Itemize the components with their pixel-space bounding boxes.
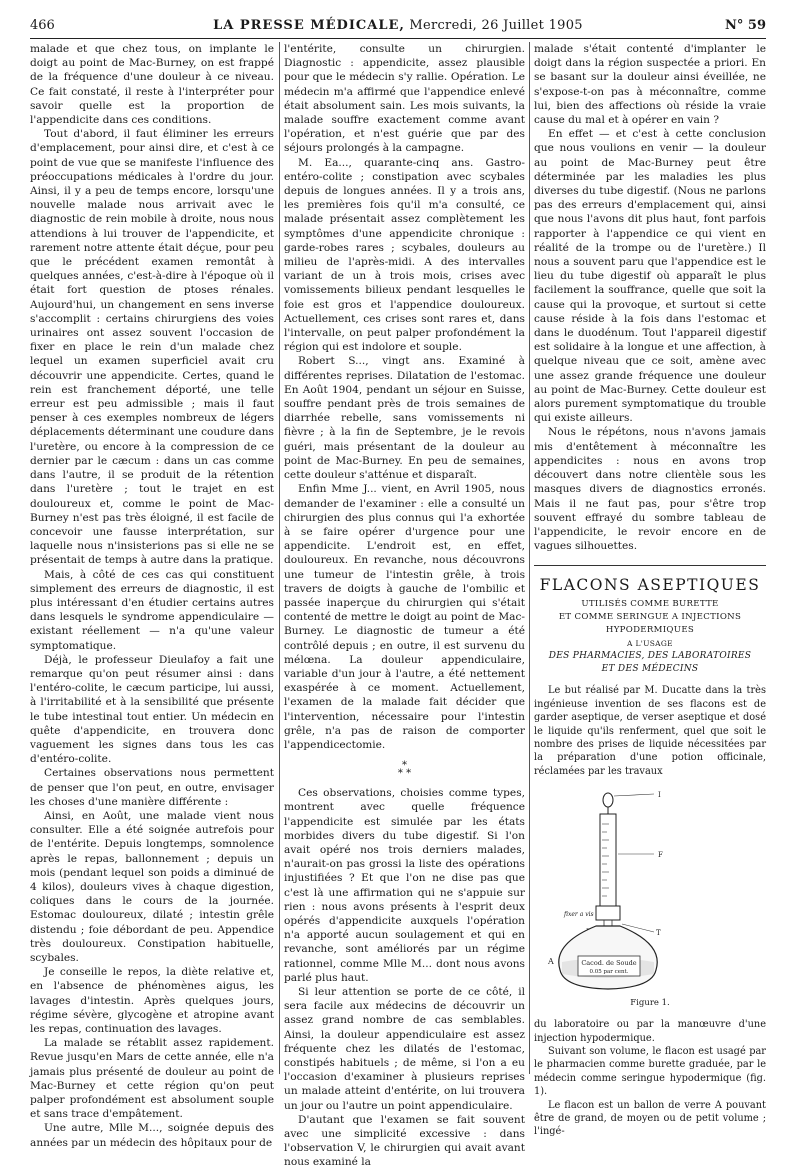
article-subtitle: DES PHARMACIES, DES LABORATOIRES (548, 651, 752, 662)
paragraph: Tout d'abord, il faut éliminer les erreurs d'emplacement, pour ainsi dire, et c'est à ce point de vue que se manifeste l'influence des préoccupations médicales à l'ordre du jour. Ainsi, il y a peu de temps encore, lorsqu'une nouvelle malade nous arrivait avec le diagnostic de rein mobile à droite, nous nous attendions à lui trouver de l'appendicite, et rarement notre attente était déçue, pour peu que le précédent examen remontât à quelques années, c'est-à-dire à l'époque où il était fort question de ptoses rénales. Aujourd'hui, un changement en sens inverse s'accomplit : certains chirurgiens des voies urinaires ont assez souvent l'occasion de fixer en place le rein d'un malade chez lequel un examen superficiel avait cru découvrir une appendicite. Certes, quand le rein est franchement déporté, une telle erreur est peu admissible ; mais il faut penser à ces exemples nombreux de légers déplacements déterminant une coudure dans l'uretère, ou encore à la compression de ce dernier par le cæcum : dans un cas comme dans l'autre, il se produit de la rétention dans l'uretère ; tout le trajet en est douloureux et, comme le point de Mac-Burney n'est pas très éloigné, il est facile de concevoir une fausse interprétation, sur laquelle nous n'insisterions pas si elle ne se présentait de temps à autre dans la pratique. (30, 128, 274, 567)
column-rule-1 (279, 42, 280, 1074)
figure-caption: Figure 1. (630, 998, 670, 1009)
label-f: F (658, 851, 663, 860)
issue-number: N° 59 (725, 18, 766, 33)
paragraph: Si leur attention se porte de ce côté, il sera facile aux médecins de découvrir un assez grand nombre de cas semblables. Ainsi, la douleur appendiculaire est assez fréquente chez les dilatés de l'estomac, constipés habituels ; de même, si l'on a eu l'occasion d'examiner à plusieurs reprises un malade atteint d'entérite, on lui trouvera un jour ou l'autre un point appendiculaire. (284, 986, 525, 1112)
bottle-label-dose: 0.05 par cent. (589, 969, 629, 976)
paragraph: Ces observations, choisies comme types, montrent avec quelle fréquence l'appendicite est simulée par les états morbides divers du tube digestif. Si l'on avait opéré nos trois derniers malades, n'aurait-on pas grossi la liste des opérations injustifiées ? Et que l'on ne dise pas que c'est là une affirmation qui ne s'appuie sur rien : nous avons présents à l'esprit deux opérés d'appendicite auxquels l'opération n'a apporté aucun soulagement et qui en revanche, sont améliorés par un régime rationnel, comme Mlle M... dont nous avons parlé plus haut. (284, 787, 525, 984)
article-subtitle: ET COMME SERINGUE A INJECTIONS HYPODERMIQUES (558, 612, 742, 636)
paragraph: Une autre, Mlle M..., soignée depuis des années par un médecin des hôpitaux pour de (30, 1122, 274, 1149)
article-title: FLACONS ASEPTIQUES (539, 576, 761, 595)
column-2 (284, 42, 525, 1169)
page-header (30, 14, 766, 39)
paragraph: La malade se rétablit assez rapidement. Revue jusqu'en Mars de cette année, elle n'a jamais plus présenté de douleur au point de Mac-Burney et cette région qu'on peut palper profondément est absolument souple et sans trace d'empâtement. (30, 1037, 274, 1121)
paragraph: Robert S..., vingt ans. Examiné à différentes reprises. Dilatation de l'estomac. En Août 1904, pendant un séjour en Suisse, souffre pendant près de trois semaines de diarrhée rebelle, sans vomissements ni fièvre ; à la fin de Septembre, je le revois guéri, mais présentant de la douleur au point de Mac-Burney. En peu de semaines, cette douleur s'atténue et disparaît. (284, 355, 525, 482)
article-subtitle: UTILISÉS COMME BURETTE (581, 599, 719, 610)
figure-flask-illustration (534, 784, 766, 1014)
paragraph: Certaines observations nous permettent de penser que l'on peut, en outre, envisager les choses d'une manière différente : (30, 767, 274, 808)
issue-date: Mercredi, 26 Juillet 1905 (409, 18, 583, 33)
article-subtitle: A L'USAGE (627, 639, 673, 649)
bottle-label: Cacod. de Soude (581, 959, 637, 968)
paragraph: D'autant que l'examen se fait souvent avec une simplicité excessive : dans l'observation V, le chirurgien qui avait avant nous examiné la (284, 1113, 525, 1169)
paragraph: malade s'était contenté d'implanter le doigt dans la région suspectée a priori. En se basant sur la douleur ainsi éveillée, ne s'expose-t-on pas à méconnaître, comme lui, bien des affections où réside la vraie cause du mal et à opérer en vain ? (534, 43, 766, 127)
column-1 (30, 42, 274, 1149)
paragraph: Déjà, le professeur Dieulafoy a fait une remarque qu'on peut résumer ainsi : dans l'entéro-colite, le cæcum participe, lui aussi, à l'irritabilité et à la sensibilité que présente le tube intestinal tout entier. Un médecin en quête d'appendicite, en trouvera donc vaguement les signes dans tous les cas d'entéro-colite. (30, 653, 274, 766)
label-a: A (548, 957, 554, 967)
paragraph: Je conseille le repos, la diète relative et, en l'absence de phénomènes aigus, les lavages d'intestin. Après quelques jours, régime sévère, glycogène et atropine avant les repas, continuation des lavages. (30, 966, 274, 1036)
paragraph: l'entérite, consulte un chirurgien. Diagnostic : appendicite, assez plausible pour que le médecin s'y rallie. Opération. Le médecin m'a affirmé que l'appendice enlevé était absolument sain. Les mois suivants, la malade souffre exactement comme avant l'opération, et n'est guérie que par des séjours prolongés à la campagne. (284, 43, 525, 155)
paragraph: Suivant son volume, le flacon est usagé par le pharmacien comme burette graduée, par le médecin comme seringue hypodermique (fig. 1). (534, 1045, 766, 1098)
paragraph: Le but réalisé par M. Ducatte dans la très ingénieuse invention de ses flacons est de garder aseptique, de verser aseptique et dosé le liquide qu'ils renferment, quel que soit le nombre des prises de liquide nécessitées par la préparation d'une potion officinale, réclamées par les travaux (534, 685, 766, 777)
section-break-asterisks: * * * (397, 760, 412, 780)
journal-name: LA PRESSE MÉDICALE, (213, 18, 405, 33)
section-separator (534, 565, 766, 566)
paragraph: Le flacon est un ballon de verre A pouvant être de grand, de moyen ou de petit volume ; l'ingé- (534, 1099, 766, 1138)
paragraph: Nous le répétons, nous n'avons jamais mis d'entêtement à méconnaître les appendicites : nous en avons trop découvert dans notre clientèle sous les masques divers de diagnostics erronés. Mais il ne faut pas, pour s'être trop souvent effrayé du sombre tableau de l'appendicite, le revoir encore en de vagues silhouettes. (534, 426, 766, 553)
label-mark: fixer a vis (564, 911, 594, 919)
paragraph: Mais, à côté de ces cas qui constituent simplement des erreurs de diagnostic, il est plus intéressant d'en étudier certains autres dans lesquels le syndrome appendiculaire — existant réellement — n'a qu'une valeur symptomatique. (30, 568, 274, 652)
flask-drawing (534, 784, 766, 996)
paragraph: En effet — et c'est à cette conclusion que nous voulions en venir — la douleur au point de Mac-Burney peut être déterminée par les maladies les plus diverses du tube digestif. (Nous ne parlons pas des erreurs d'emplacement qui, ainsi que nous l'avons dit plus haut, font parfois rapporter à l'appendice ce qui vient en réalité de la trompe ou de l'uretère.) Il nous a souvent paru que l'appendice est le lieu du tube digestif où apparaît le plus facilement la souffrance, quelle que soit la cause qui la provoque, et surtout si cette cause réside à la fois dans l'estomac et dans le duodénum. Tout l'appareil digestif est solidaire à la longue et une affection, à quelque niveau que ce soit, amène avec une assez grande fréquence une douleur au point de Mac-Burney. Cette douleur est alors purement symptomatique du trouble qui existe ailleurs. (534, 128, 766, 425)
column-3 (534, 42, 766, 1138)
paragraph: malade et que chez tous, on implante le doigt au point de Mac-Burney, on est frappé de la fréquence d'une douleur à ce niveau. Ce fait constaté, il reste à l'interpréter pour savoir quelle est la proportion de l'appendicite dans ces conditions. (30, 43, 274, 127)
label-t: T (656, 929, 661, 938)
journal-title-line (30, 18, 766, 33)
paragraph: Enfin Mme J... vient, en Avril 1905, nous demander de l'examiner : elle a consulté un chirurgien des plus connus qui l'a exhortée à se faire opérer d'urgence pour une appendicite. L'endroit est, en effet, douloureux. En revanche, nous découvrons une tumeur de l'intestin grêle, à trois travers de doigts à gauche de l'ombilic et passée inaperçue du chirurgien qui s'était contenté de mettre le doigt au point de Mac-Burney. Le diagnostic de tumeur a été contrôlé depuis ; en outre, il est survenu du mélœna. La douleur appendiculaire, variable d'un jour à l'autre, a été nettement exaspérée à ce moment. Actuellement, l'examen de la malade fait décider que l'intervention, nécessaire pour l'intestin grêle, n'a pas de raison de comporter l'appendicectomie. (284, 483, 525, 751)
page-number: 466 (30, 18, 55, 33)
paragraph: M. Ea..., quarante-cinq ans. Gastro-entéro-colite ; constipation avec scybales depuis de longues années. Il y a trois ans, les premières fois qu'il m'a consulté, ce malade présentait assez complètement les symptômes d'une appendicite chronique : garde-robes rares ; scybales, douleurs au milieu de l'après-midi. A des intervalles variant de un à trois mois, crises avec vomissements bilieux pendant lesquelles le foie est gros et l'appendice douloureux. Actuellement, ces crises sont rares et, dans l'intervalle, on peut palper profondément la région qui est indolore et souple. (284, 156, 525, 354)
article-subtitle: ET DES MÉDECINS (601, 664, 699, 675)
column-rule-2 (529, 42, 530, 1074)
paragraph: Ainsi, en Août, une malade vient nous consulter. Elle a été soignée autrefois pour de l'entérite. Depuis longtemps, somnolence après le repas, ballonnement ; depuis un mois (pendant lequel son poids a diminué de 4 kilos), douleurs vives à chaque digestion, coliques dans le cours de la journée. Estomac douloureux, dilaté ; intestin grêle distendu ; foie débordant de peu. Appendice très douloureux. Constipation habituelle, scybales. (30, 809, 274, 964)
label-i: I (658, 791, 661, 800)
paragraph: du laboratoire ou par la manœuvre d'une injection hypodermique. (534, 1019, 766, 1044)
